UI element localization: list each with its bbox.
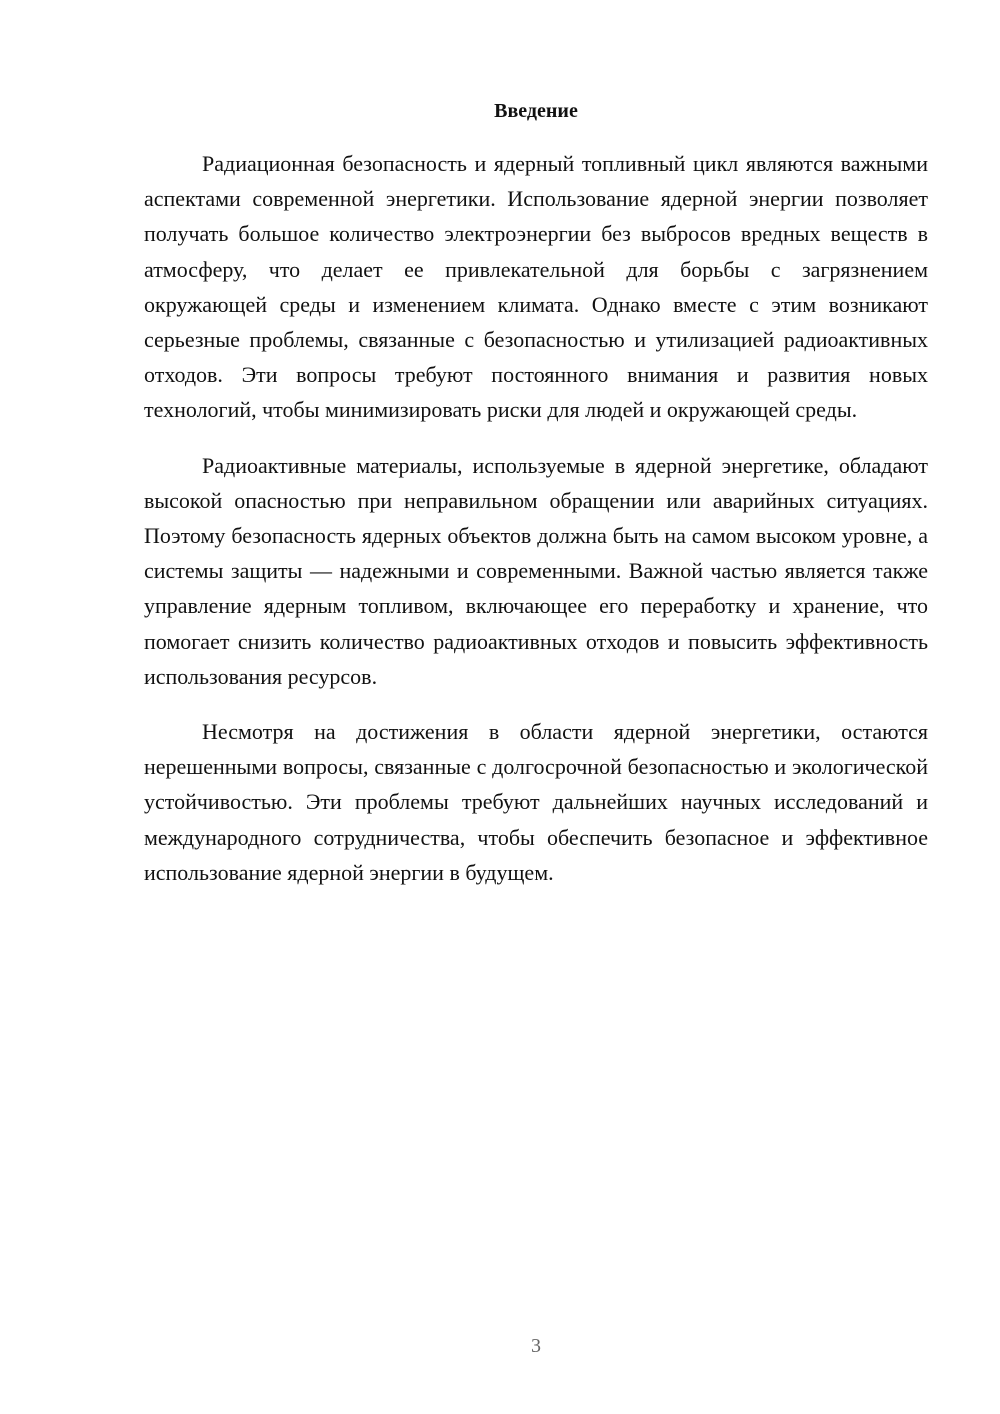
- paragraph-3: Несмотря на достижения в области ядерной энергетики, остаются нерешенными вопросы, связанные с долгосрочной безопасностью и экологической устойчивостью. Эти проблемы требуют дальнейших научных исследований и международного сотрудничества, чтобы обеспечить безопасное и эффективное использование ядерной энергии в будущем.: [144, 719, 928, 885]
- page-title: Введение: [494, 100, 578, 122]
- page-number: 3: [531, 1335, 541, 1357]
- paragraph-2: Радиоактивные материалы, используемые в ядерной энергетике, обладают высокой опасностью при неправильном обращении или аварийных ситуациях. Поэтому безопасность ядерных объектов должна быть на самом высоком уровне, а системы защиты — надежными и современными. Важной частью является также управление ядерным топливом, включающее его переработку и хранение, что помогает снизить количество радиоактивных отходов и повысить эффективность использования ресурсов.: [144, 452, 928, 689]
- page-content: [144, 94, 928, 910]
- paragraph-1: Радиационная безопасность и ядерный топливный цикл являются важными аспектами современной энергетики. Использование ядерной энергии позволяет получать большое количество электроэнергии без выбросов вредных веществ в атмосферу, что делает ее привлекательной для борьбы с загрязнением окружающей среды и изменением климата. Однако вместе с этим возникают серьезные проблемы, связанные с безопасностью и утилизацией радиоактивных отходов. Эти вопросы требуют постоянного внимания и развития новых технологий, чтобы минимизировать риски для людей и окружающей среды.: [144, 151, 928, 423]
